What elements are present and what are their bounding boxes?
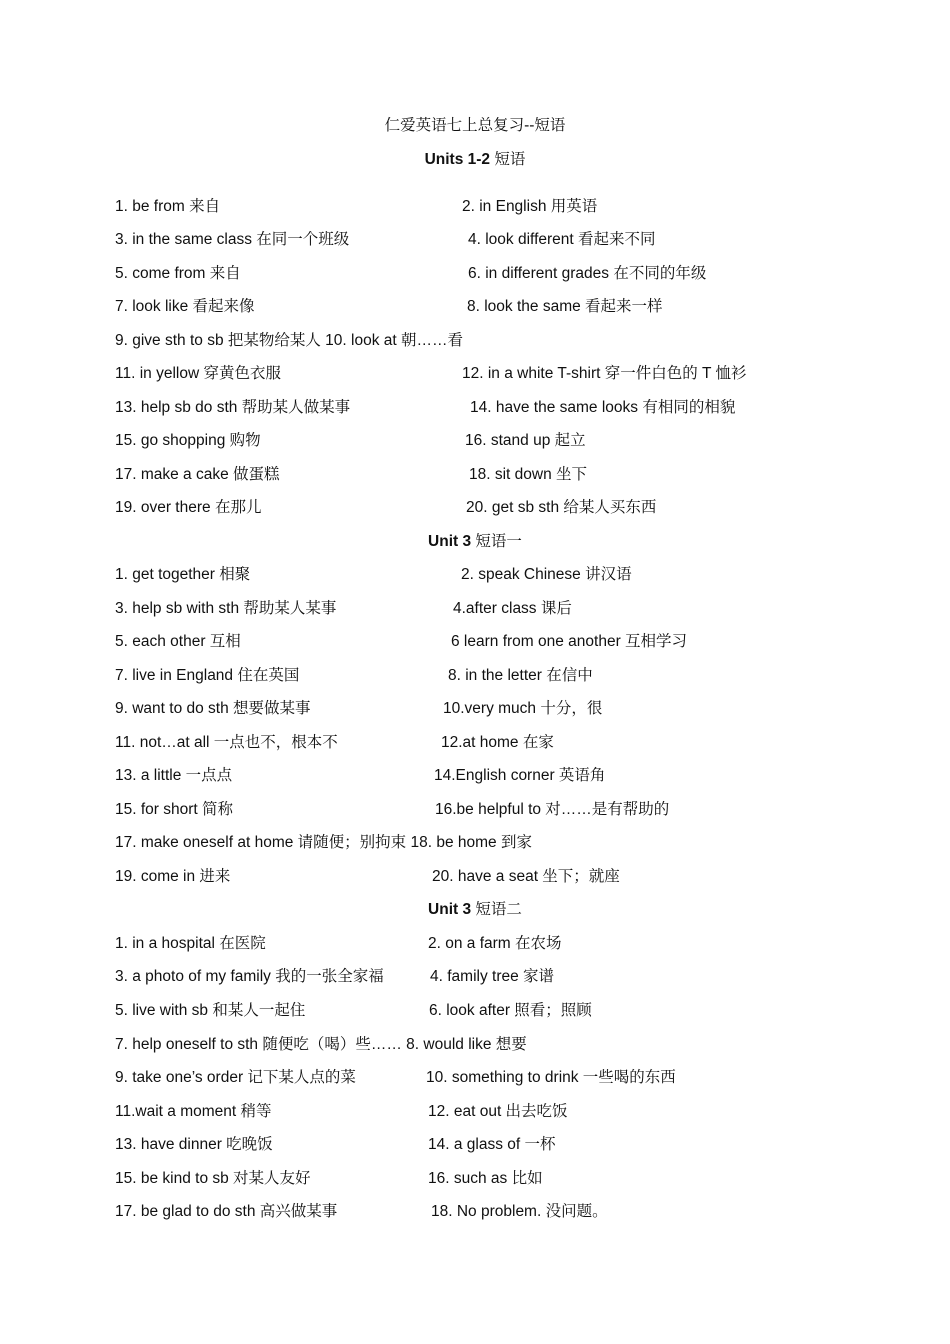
section-heading-zh: 短语: [494, 151, 526, 168]
phrase-item: 14. have the same looks 有相同的相貌: [470, 399, 736, 416]
phrase-item: 7. look like 看起来像: [115, 298, 255, 315]
phrase-item: 11.wait a moment 稍等: [115, 1103, 272, 1120]
phrase-item: 18. sit down 坐下: [469, 466, 588, 483]
phrase-item: 2. on a farm 在农场: [428, 935, 562, 952]
phrase-item: 5. come from 来自: [115, 265, 241, 282]
phrase-item: 15. go shopping 购物: [115, 432, 261, 449]
section-heading-units-1-2: [0, 150, 950, 170]
phrase-item: 17. make a cake 做蛋糕: [115, 466, 280, 483]
phrase-item: 2. in English 用英语: [462, 198, 598, 215]
phrase-item: 12. eat out 出去吃饭: [428, 1103, 568, 1120]
phrase-item: 18. No problem. 没问题。: [431, 1203, 608, 1220]
phrase-item: 17. be glad to do sth 高兴做某事: [115, 1203, 338, 1220]
phrase-item: 8. look the same 看起来一样: [467, 298, 663, 315]
section-heading-zh: 短语一: [475, 533, 522, 550]
phrase-item: 1. be from 来自: [115, 198, 221, 215]
section-heading-en: Unit 3: [428, 533, 472, 550]
phrase-item: 12.at home 在家: [441, 734, 554, 751]
phrase-item: 4. family tree 家谱: [430, 968, 555, 985]
phrase-item: 8. in the letter 在信中: [448, 667, 593, 684]
phrase-item: 10. something to drink 一些喝的东西: [426, 1069, 676, 1086]
section-heading-en: Units 1-2: [424, 151, 491, 168]
section-heading-unit-3-part-2: [0, 900, 950, 920]
phrase-item: 11. not…at all 一点也不，根本不: [115, 734, 338, 751]
phrase-item: 19. over there 在那儿: [115, 499, 262, 516]
phrase-item: 11. in yellow 穿黄色衣服: [115, 365, 281, 382]
phrase-item: 1. in a hospital 在医院: [115, 935, 266, 952]
phrase-item: 4.after class 课后: [453, 600, 572, 617]
phrase-item: 6. in different grades 在不同的年级: [468, 265, 707, 282]
phrase-item: 16. stand up 起立: [465, 432, 586, 449]
phrase-item: 17. make oneself at home 请随便；别拘束 18. be home 到家: [115, 834, 532, 851]
phrase-item: 1. get together 相聚: [115, 566, 251, 583]
phrase-item: 15. be kind to sb 对某人友好: [115, 1170, 311, 1187]
phrase-item: 9. give sth to sb 把某物给某人 10. look at 朝……看: [115, 332, 464, 349]
phrase-item: 9. take one’s order 记下某人点的菜: [115, 1069, 356, 1086]
phrase-item: 16. such as 比如: [428, 1170, 543, 1187]
phrase-item: 7. live in England 住在英国: [115, 667, 300, 684]
phrase-item: 16.be helpful to 对……是有帮助的: [435, 801, 670, 818]
phrase-item: 13. help sb do sth 帮助某人做某事: [115, 399, 351, 416]
section-heading-unit-3-part-1: [0, 532, 950, 552]
phrase-item: 6. look after 照看；照顾: [429, 1002, 592, 1019]
phrase-item: 10.very much 十分，很: [443, 700, 603, 717]
phrase-item: 20. have a seat 坐下；就座: [432, 868, 620, 885]
phrase-item: 9. want to do sth 想要做某事: [115, 700, 311, 717]
section-heading-zh: 短语二: [475, 901, 522, 918]
phrase-item: 3. a photo of my family 我的一张全家福: [115, 968, 384, 985]
phrase-item: 4. look different 看起来不同: [468, 231, 656, 248]
phrase-item: 3. help sb with sth 帮助某人某事: [115, 600, 337, 617]
document-title: 仁爱英语七上总复习--短语: [384, 117, 566, 134]
phrase-item: 15. for short 简称: [115, 801, 234, 818]
phrase-item: 5. live with sb 和某人一起住: [115, 1002, 306, 1019]
phrase-item: 14. a glass of 一杯: [428, 1136, 556, 1153]
phrase-item: 13. a little 一点点: [115, 767, 233, 784]
phrase-item: 13. have dinner 吃晚饭: [115, 1136, 273, 1153]
phrase-item: 3. in the same class 在同一个班级: [115, 231, 350, 248]
phrase-item: 5. each other 互相: [115, 633, 241, 650]
phrase-item: 7. help oneself to sth 随便吃（喝）些…… 8. would like 想要: [115, 1036, 527, 1053]
phrase-item: 20. get sb sth 给某人买东西: [466, 499, 657, 516]
section-heading-en: Unit 3: [428, 901, 472, 918]
phrase-item: 6 learn from one another 互相学习: [451, 633, 688, 650]
phrase-item: 12. in a white T-shirt 穿一件白色的 T 恤衫: [462, 365, 747, 382]
phrase-item: 19. come in 进来: [115, 868, 231, 885]
phrase-item: 14.English corner 英语角: [434, 767, 606, 784]
phrase-item: 2. speak Chinese 讲汉语: [461, 566, 632, 583]
